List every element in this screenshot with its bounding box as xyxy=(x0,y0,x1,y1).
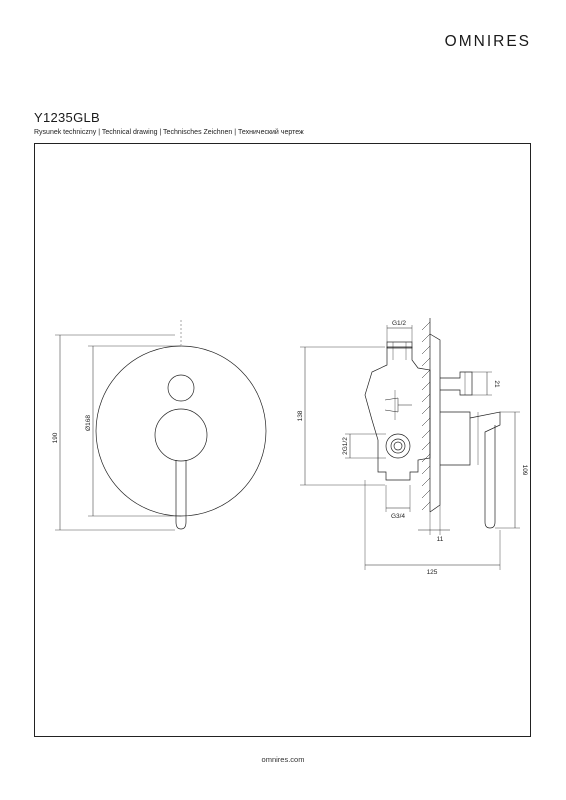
dim-190: 190 xyxy=(52,432,59,444)
dim-21: 21 xyxy=(493,380,500,388)
footer-url: omnires.com xyxy=(261,755,305,764)
handle-knob xyxy=(155,409,207,461)
dim-125: 125 xyxy=(426,569,438,576)
dim-g34: G3/4 xyxy=(390,513,406,520)
dim-138: 138 xyxy=(297,410,304,422)
handle-side xyxy=(440,412,470,465)
drawing-subtitle: Rysunek techniczny | Technical drawing | Technisches Zeichnen | Технический чертеж xyxy=(34,129,304,136)
plate-profile xyxy=(430,334,440,512)
diverter-side xyxy=(440,372,472,395)
dim-11: 11 xyxy=(436,536,444,543)
outlet-port xyxy=(386,434,410,458)
cover-plate xyxy=(96,346,266,516)
model-title: Y1235GLB xyxy=(34,110,101,125)
dim-g12-top: G1/2 xyxy=(391,320,407,327)
lever-handle xyxy=(176,460,186,529)
brand-logo: OMNIRES xyxy=(444,33,531,50)
valve-body xyxy=(365,347,430,480)
diverter-knob xyxy=(168,375,194,401)
dim-2g12: 2G1/2 xyxy=(342,437,349,455)
dim-109: 109 xyxy=(521,464,528,476)
dim-168: Ø168 xyxy=(85,415,92,431)
